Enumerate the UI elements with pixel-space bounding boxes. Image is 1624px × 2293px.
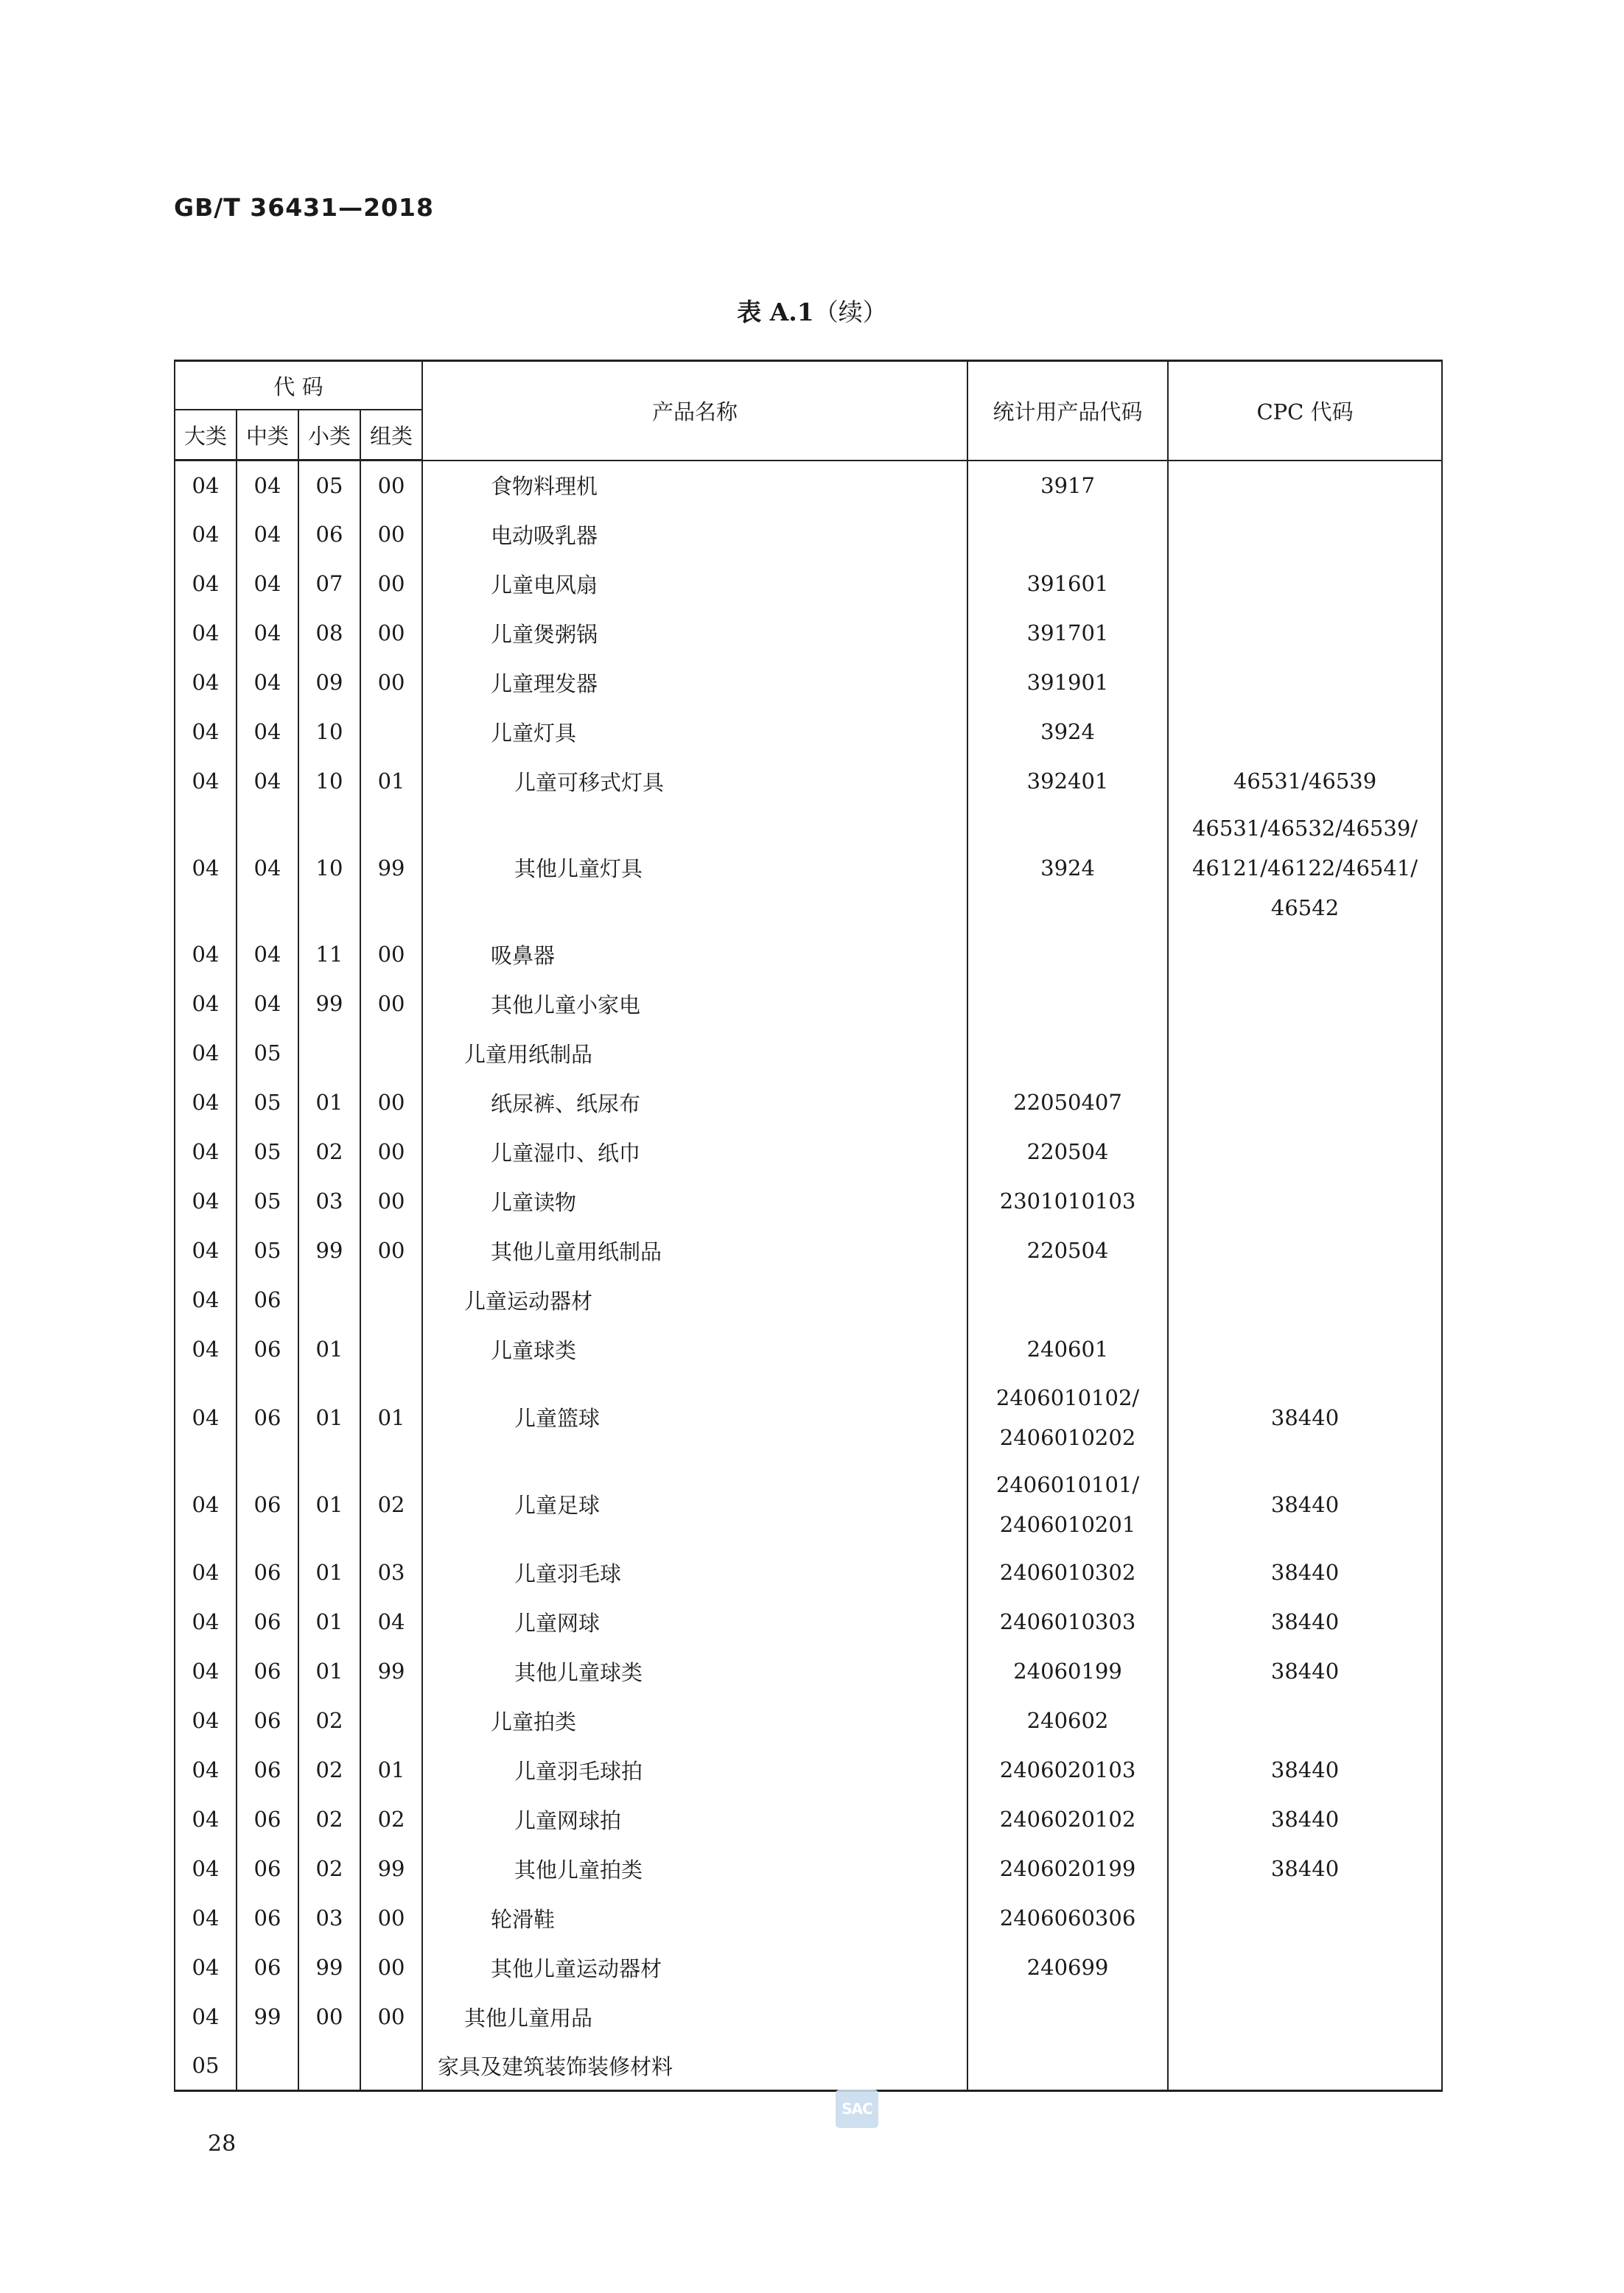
code-major-cell: 04 xyxy=(175,707,237,757)
cpc-code-cell: 38440 xyxy=(1168,1374,1442,1461)
product-name-cell: 儿童足球 xyxy=(422,1461,967,1548)
code-minor-cell xyxy=(298,1029,360,1078)
table-row xyxy=(175,1029,1442,1078)
table-caption-suffix: （续） xyxy=(813,298,887,326)
code-group-cell: 00 xyxy=(360,979,422,1029)
stat-code-cell xyxy=(967,1374,1168,1461)
code-minor-cell: 08 xyxy=(298,609,360,658)
stat-code-line: 2406010102/ xyxy=(995,1384,1140,1410)
cpc-code-cell xyxy=(1168,559,1442,609)
code-major-cell: 04 xyxy=(175,979,237,1029)
product-name-cell: 儿童运动器材 xyxy=(422,1275,967,1325)
stat-code-cell: 240602 xyxy=(967,1696,1168,1746)
stat-code-cell xyxy=(967,1992,1168,2042)
header-product-name: 产品名称 xyxy=(422,361,967,461)
code-group-cell: 00 xyxy=(360,1943,422,1992)
code-major-cell: 04 xyxy=(175,1597,237,1647)
code-major-cell: 04 xyxy=(175,1795,237,1844)
cpc-code-line: 46121/46122/46541/ xyxy=(1191,855,1418,881)
code-middle-cell: 04 xyxy=(237,609,298,658)
stat-code-cell: 2301010103 xyxy=(967,1177,1168,1226)
product-name-cell: 轮滑鞋 xyxy=(422,1894,967,1943)
product-name-cell: 其他儿童灯具 xyxy=(422,806,967,930)
code-minor-cell: 01 xyxy=(298,1325,360,1374)
cpc-code-cell xyxy=(1168,1992,1442,2042)
code-minor-cell: 05 xyxy=(298,461,360,510)
header-code-group-sub: 组类 xyxy=(360,410,422,461)
stat-code-cell: 220504 xyxy=(967,1226,1168,1275)
cpc-code-cell: 38440 xyxy=(1168,1844,1442,1894)
code-group-cell xyxy=(360,707,422,757)
header-code-middle: 中类 xyxy=(237,410,298,461)
code-middle-cell: 06 xyxy=(237,1795,298,1844)
code-major-cell: 04 xyxy=(175,757,237,806)
stat-code-cell: 392401 xyxy=(967,757,1168,806)
table-row xyxy=(175,1325,1442,1374)
product-name-cell: 儿童电风扇 xyxy=(422,559,967,609)
code-major-cell: 04 xyxy=(175,930,237,979)
code-minor-cell: 99 xyxy=(298,1226,360,1275)
code-minor-cell: 03 xyxy=(298,1177,360,1226)
product-name-cell: 其他儿童运动器材 xyxy=(422,1943,967,1992)
product-code-table xyxy=(174,360,1443,2092)
stat-code-cell: 240699 xyxy=(967,1943,1168,1992)
code-middle-cell: 04 xyxy=(237,707,298,757)
stat-code-cell: 2406020102 xyxy=(967,1795,1168,1844)
table-row xyxy=(175,559,1442,609)
stat-code-cell: 220504 xyxy=(967,1127,1168,1177)
code-group-cell: 00 xyxy=(360,559,422,609)
header-cpc-code: CPC 代码 xyxy=(1168,361,1442,461)
code-group-cell: 01 xyxy=(360,1746,422,1795)
code-minor-cell: 09 xyxy=(298,658,360,707)
product-name-cell: 食物料理机 xyxy=(422,461,967,510)
code-major-cell: 04 xyxy=(175,1647,237,1696)
code-major-cell: 04 xyxy=(175,1461,237,1548)
table-row xyxy=(175,1461,1442,1548)
code-minor-cell: 99 xyxy=(298,979,360,1029)
product-name-cell: 儿童煲粥锅 xyxy=(422,609,967,658)
table-row xyxy=(175,979,1442,1029)
code-minor-cell: 10 xyxy=(298,806,360,930)
cpc-code-line: 46542 xyxy=(1270,895,1340,920)
cpc-code-cell: 46531/46539 xyxy=(1168,757,1442,806)
code-middle-cell: 04 xyxy=(237,461,298,510)
code-minor-cell: 00 xyxy=(298,1992,360,2042)
table-caption xyxy=(0,293,1624,328)
code-group-cell: 00 xyxy=(360,1894,422,1943)
code-major-cell: 04 xyxy=(175,1374,237,1461)
code-group-cell xyxy=(360,1325,422,1374)
code-group-cell: 02 xyxy=(360,1461,422,1548)
cpc-code-cell: 38440 xyxy=(1168,1647,1442,1696)
product-name-cell: 儿童拍类 xyxy=(422,1696,967,1746)
code-middle-cell xyxy=(237,2042,298,2091)
code-group-cell: 02 xyxy=(360,1795,422,1844)
code-minor-cell: 03 xyxy=(298,1894,360,1943)
header-code-major: 大类 xyxy=(175,410,237,461)
stat-code-cell: 22050407 xyxy=(967,1078,1168,1127)
cpc-code-cell xyxy=(1168,930,1442,979)
code-middle-cell: 99 xyxy=(237,1992,298,2042)
table-row xyxy=(175,1696,1442,1746)
product-name-cell: 纸尿裤、纸尿布 xyxy=(422,1078,967,1127)
table-row xyxy=(175,1647,1442,1696)
cpc-code-cell xyxy=(1168,979,1442,1029)
code-group-cell: 00 xyxy=(360,609,422,658)
code-major-cell: 04 xyxy=(175,1177,237,1226)
stat-code-cell: 391901 xyxy=(967,658,1168,707)
table-row xyxy=(175,707,1442,757)
product-name-cell: 其他儿童用品 xyxy=(422,1992,967,2042)
code-minor-cell: 11 xyxy=(298,930,360,979)
table-row xyxy=(175,806,1442,930)
code-minor-cell: 01 xyxy=(298,1078,360,1127)
code-middle-cell: 05 xyxy=(237,1029,298,1078)
code-minor-cell: 07 xyxy=(298,559,360,609)
product-name-cell: 儿童湿巾、纸巾 xyxy=(422,1127,967,1177)
code-group-cell: 00 xyxy=(360,1226,422,1275)
table-row xyxy=(175,1943,1442,1992)
code-major-cell: 04 xyxy=(175,1325,237,1374)
cpc-code-cell xyxy=(1168,609,1442,658)
code-major-cell: 04 xyxy=(175,461,237,510)
product-name-cell: 儿童网球 xyxy=(422,1597,967,1647)
code-group-cell: 00 xyxy=(360,510,422,559)
product-name-cell: 儿童读物 xyxy=(422,1177,967,1226)
code-major-cell: 04 xyxy=(175,1078,237,1127)
cpc-code-cell xyxy=(1168,1078,1442,1127)
product-name-cell: 儿童网球拍 xyxy=(422,1795,967,1844)
code-minor-cell: 06 xyxy=(298,510,360,559)
cpc-code-cell xyxy=(1168,1177,1442,1226)
code-middle-cell: 06 xyxy=(237,1894,298,1943)
code-middle-cell: 06 xyxy=(237,1943,298,1992)
header-code-minor: 小类 xyxy=(298,410,360,461)
code-major-cell: 04 xyxy=(175,510,237,559)
cpc-code-cell xyxy=(1168,806,1442,930)
sac-watermark-logo: SAC xyxy=(836,2090,878,2128)
code-minor-cell: 02 xyxy=(298,1746,360,1795)
product-name-cell: 吸鼻器 xyxy=(422,930,967,979)
cpc-code-cell xyxy=(1168,658,1442,707)
code-group-cell xyxy=(360,1275,422,1325)
code-minor-cell: 10 xyxy=(298,707,360,757)
table-row xyxy=(175,1597,1442,1647)
table-row xyxy=(175,658,1442,707)
code-major-cell: 04 xyxy=(175,1943,237,1992)
code-major-cell: 04 xyxy=(175,1275,237,1325)
code-major-cell: 04 xyxy=(175,1226,237,1275)
table-row xyxy=(175,1226,1442,1275)
product-name-cell: 儿童羽毛球拍 xyxy=(422,1746,967,1795)
cpc-code-cell: 38440 xyxy=(1168,1746,1442,1795)
cpc-code-cell xyxy=(1168,1275,1442,1325)
code-middle-cell: 04 xyxy=(237,510,298,559)
cpc-code-cell xyxy=(1168,1226,1442,1275)
code-major-cell: 04 xyxy=(175,609,237,658)
code-middle-cell: 05 xyxy=(237,1226,298,1275)
table-row xyxy=(175,609,1442,658)
stat-code-cell: 2406020103 xyxy=(967,1746,1168,1795)
table-row xyxy=(175,1078,1442,1127)
code-group-cell: 01 xyxy=(360,757,422,806)
stat-code-line: 2406010202 xyxy=(999,1424,1136,1450)
code-middle-cell: 04 xyxy=(237,559,298,609)
code-minor-cell: 01 xyxy=(298,1548,360,1597)
code-major-cell: 04 xyxy=(175,658,237,707)
code-group-cell xyxy=(360,1029,422,1078)
standard-id: GB/T 36431—2018 xyxy=(174,193,434,222)
product-name-cell: 儿童篮球 xyxy=(422,1374,967,1461)
code-middle-cell: 06 xyxy=(237,1746,298,1795)
code-major-cell: 04 xyxy=(175,1029,237,1078)
code-group-cell: 00 xyxy=(360,930,422,979)
code-group-cell: 00 xyxy=(360,1177,422,1226)
cpc-code-cell: 38440 xyxy=(1168,1461,1442,1548)
stat-code-cell xyxy=(967,1461,1168,1548)
code-major-cell: 04 xyxy=(175,1844,237,1894)
code-group-cell: 00 xyxy=(360,1127,422,1177)
code-middle-cell: 05 xyxy=(237,1127,298,1177)
cpc-code-cell: 38440 xyxy=(1168,1795,1442,1844)
table-row xyxy=(175,1374,1442,1461)
cpc-code-cell xyxy=(1168,707,1442,757)
code-middle-cell: 06 xyxy=(237,1597,298,1647)
stat-code-cell: 24060199 xyxy=(967,1647,1168,1696)
stat-code-line: 2406010101/ xyxy=(995,1471,1140,1497)
code-middle-cell: 04 xyxy=(237,757,298,806)
code-minor-cell: 99 xyxy=(298,1943,360,1992)
code-major-cell: 04 xyxy=(175,1696,237,1746)
stat-code-cell: 3917 xyxy=(967,461,1168,510)
table-body xyxy=(175,461,1442,2091)
code-group-cell: 03 xyxy=(360,1548,422,1597)
cpc-code-cell: 38440 xyxy=(1168,1548,1442,1597)
table-row xyxy=(175,757,1442,806)
stat-code-cell xyxy=(967,979,1168,1029)
code-major-cell: 04 xyxy=(175,1746,237,1795)
code-minor-cell: 01 xyxy=(298,1461,360,1548)
code-minor-cell: 01 xyxy=(298,1374,360,1461)
table-caption-label: 表 A.1 xyxy=(737,298,814,326)
code-major-cell: 04 xyxy=(175,1548,237,1597)
stat-code-cell: 2406020199 xyxy=(967,1844,1168,1894)
stat-code-cell: 3924 xyxy=(967,707,1168,757)
table-row xyxy=(175,1177,1442,1226)
table-row xyxy=(175,930,1442,979)
table-row xyxy=(175,1746,1442,1795)
code-minor-cell: 02 xyxy=(298,1844,360,1894)
code-group-cell: 00 xyxy=(360,461,422,510)
stat-code-cell xyxy=(967,2042,1168,2091)
stat-code-cell: 2406010302 xyxy=(967,1548,1168,1597)
code-group-cell: 00 xyxy=(360,658,422,707)
table-row xyxy=(175,461,1442,510)
page-number: 28 xyxy=(208,2131,237,2157)
code-major-cell: 05 xyxy=(175,2042,237,2091)
cpc-code-cell xyxy=(1168,461,1442,510)
product-name-cell: 儿童羽毛球 xyxy=(422,1548,967,1597)
cpc-code-cell xyxy=(1168,2042,1442,2091)
stat-code-cell: 391601 xyxy=(967,559,1168,609)
code-group-cell: 99 xyxy=(360,1844,422,1894)
code-minor-cell: 02 xyxy=(298,1127,360,1177)
code-middle-cell: 04 xyxy=(237,979,298,1029)
cpc-code-cell xyxy=(1168,1894,1442,1943)
stat-code-cell: 3924 xyxy=(967,806,1168,930)
code-major-cell: 04 xyxy=(175,806,237,930)
code-middle-cell: 06 xyxy=(237,1844,298,1894)
code-minor-cell xyxy=(298,1275,360,1325)
code-middle-cell: 06 xyxy=(237,1647,298,1696)
product-name-cell: 其他儿童球类 xyxy=(422,1647,967,1696)
code-minor-cell: 01 xyxy=(298,1647,360,1696)
product-name-cell: 儿童理发器 xyxy=(422,658,967,707)
table-row xyxy=(175,1275,1442,1325)
table-row xyxy=(175,1844,1442,1894)
code-middle-cell: 06 xyxy=(237,1275,298,1325)
code-group-cell: 99 xyxy=(360,1647,422,1696)
code-major-cell: 04 xyxy=(175,1127,237,1177)
code-major-cell: 04 xyxy=(175,1894,237,1943)
table-row xyxy=(175,1127,1442,1177)
cpc-code-cell xyxy=(1168,510,1442,559)
code-group-cell: 01 xyxy=(360,1374,422,1461)
code-group-cell: 99 xyxy=(360,806,422,930)
table-row xyxy=(175,1548,1442,1597)
cpc-code-cell xyxy=(1168,1325,1442,1374)
code-group-cell: 00 xyxy=(360,1992,422,2042)
stat-code-line: 2406010201 xyxy=(999,1511,1136,1537)
code-group-cell xyxy=(360,1696,422,1746)
code-minor-cell: 10 xyxy=(298,757,360,806)
stat-code-cell: 391701 xyxy=(967,609,1168,658)
stat-code-cell xyxy=(967,930,1168,979)
code-group-cell: 00 xyxy=(360,1078,422,1127)
product-name-cell: 儿童灯具 xyxy=(422,707,967,757)
stat-code-cell xyxy=(967,510,1168,559)
code-middle-cell: 04 xyxy=(237,806,298,930)
code-minor-cell xyxy=(298,2042,360,2091)
product-name-cell: 其他儿童小家电 xyxy=(422,979,967,1029)
stat-code-cell xyxy=(967,1029,1168,1078)
table-row xyxy=(175,1795,1442,1844)
product-name-cell: 儿童用纸制品 xyxy=(422,1029,967,1078)
code-minor-cell: 02 xyxy=(298,1795,360,1844)
code-middle-cell: 06 xyxy=(237,1548,298,1597)
code-middle-cell: 06 xyxy=(237,1325,298,1374)
header-code-group: 代 码 xyxy=(175,361,422,410)
stat-code-cell: 240601 xyxy=(967,1325,1168,1374)
table-row xyxy=(175,1894,1442,1943)
cpc-code-line: 46531/46532/46539/ xyxy=(1191,815,1418,841)
table-row xyxy=(175,1992,1442,2042)
product-name-cell: 家具及建筑装饰装修材料 xyxy=(422,2042,967,2091)
header-stat-code: 统计用产品代码 xyxy=(967,361,1168,461)
stat-code-cell xyxy=(967,1275,1168,1325)
code-middle-cell: 06 xyxy=(237,1374,298,1461)
code-minor-cell: 01 xyxy=(298,1597,360,1647)
code-middle-cell: 05 xyxy=(237,1078,298,1127)
stat-code-cell: 2406060306 xyxy=(967,1894,1168,1943)
code-middle-cell: 04 xyxy=(237,658,298,707)
code-middle-cell: 04 xyxy=(237,930,298,979)
code-major-cell: 04 xyxy=(175,1992,237,2042)
product-name-cell: 其他儿童拍类 xyxy=(422,1844,967,1894)
code-group-cell xyxy=(360,2042,422,2091)
table-row xyxy=(175,510,1442,559)
code-group-cell: 04 xyxy=(360,1597,422,1647)
product-name-cell: 儿童可移式灯具 xyxy=(422,757,967,806)
cpc-code-cell xyxy=(1168,1127,1442,1177)
code-minor-cell: 02 xyxy=(298,1696,360,1746)
stat-code-cell: 2406010303 xyxy=(967,1597,1168,1647)
cpc-code-cell xyxy=(1168,1696,1442,1746)
product-name-cell: 电动吸乳器 xyxy=(422,510,967,559)
cpc-code-cell: 38440 xyxy=(1168,1597,1442,1647)
product-name-cell: 其他儿童用纸制品 xyxy=(422,1226,967,1275)
code-middle-cell: 06 xyxy=(237,1696,298,1746)
code-major-cell: 04 xyxy=(175,559,237,609)
cpc-code-cell xyxy=(1168,1943,1442,1992)
code-middle-cell: 06 xyxy=(237,1461,298,1548)
product-name-cell: 儿童球类 xyxy=(422,1325,967,1374)
table-row xyxy=(175,2042,1442,2091)
code-middle-cell: 05 xyxy=(237,1177,298,1226)
cpc-code-cell xyxy=(1168,1029,1442,1078)
